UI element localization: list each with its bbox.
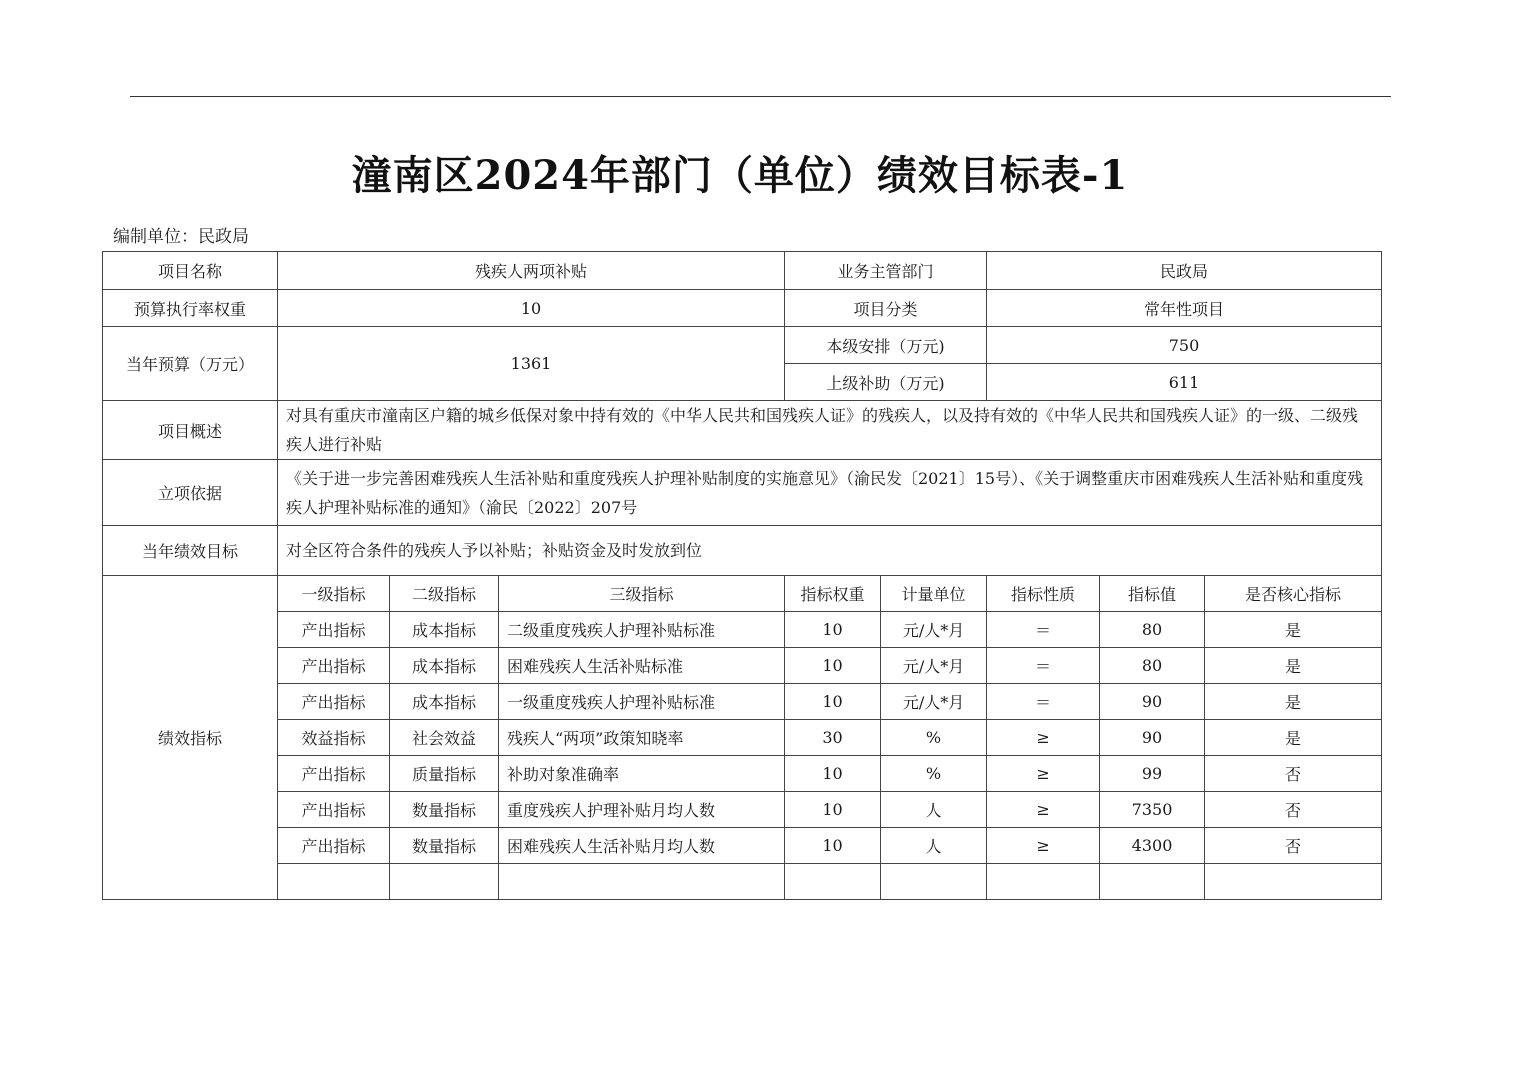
empty-cell [390,864,499,900]
indicator-unit: 元/人*月 [881,648,987,684]
indicator-row [103,720,1382,756]
dept-value: 民政局 [987,252,1382,290]
basis-label: 立项依据 [103,460,278,526]
indicator-core: 是 [1205,684,1382,720]
indicator-value: 7350 [1100,792,1205,828]
indicator-nature: ＝ [987,648,1100,684]
indicator-nature: ≥ [987,828,1100,864]
header-level3: 三级指标 [499,576,785,612]
indicator-level3: 二级重度残疾人护理补贴标准 [499,612,785,648]
indicator-level3: 补助对象准确率 [499,756,785,792]
indicator-level3: 重度残疾人护理补贴月均人数 [499,792,785,828]
goal-label: 当年绩效目标 [103,526,278,576]
header-level2: 二级指标 [390,576,499,612]
indicator-level1: 产出指标 [278,684,390,720]
row-budget-local [103,327,1382,364]
indicator-level3: 残疾人“两项”政策知晓率 [499,720,785,756]
row-goal [103,526,1382,576]
indicator-level2: 成本指标 [390,648,499,684]
dept-label: 业务主管部门 [785,252,987,290]
indicator-nature: ＝ [987,612,1100,648]
indicator-weight: 10 [785,648,881,684]
local-funding-value: 750 [987,327,1382,364]
row-overview [103,401,1382,460]
indicator-core: 否 [1205,756,1382,792]
header-core: 是否核心指标 [1205,576,1382,612]
category-value: 常年性项目 [987,290,1382,327]
indicator-level2: 数量指标 [390,828,499,864]
indicator-value: 90 [1100,684,1205,720]
empty-cell [785,864,881,900]
indicator-value: 4300 [1100,828,1205,864]
indicator-nature: ＝ [987,684,1100,720]
overview-text: 对具有重庆市潼南区户籍的城乡低保对象中持有效的《中华人民共和国残疾人证》的残疾人，以及持有效的《中华人民共和国残疾人证》的一级、二级残疾人进行补贴 [278,401,1382,460]
indicator-empty-row [103,864,1382,900]
header-rule [130,96,1391,97]
indicator-core: 否 [1205,792,1382,828]
indicator-unit: % [881,720,987,756]
row-project-name [103,252,1382,290]
category-label: 项目分类 [785,290,987,327]
indicator-value: 90 [1100,720,1205,756]
indicator-nature: ≥ [987,792,1100,828]
empty-cell [1100,864,1205,900]
indicator-level3: 一级重度残疾人护理补贴标准 [499,684,785,720]
exec-weight-label: 预算执行率权重 [103,290,278,327]
indicator-value: 80 [1100,612,1205,648]
row-basis [103,460,1382,526]
row-exec-weight [103,290,1382,327]
project-name-label: 项目名称 [103,252,278,290]
indicator-level2: 质量指标 [390,756,499,792]
indicator-row [103,756,1382,792]
indicator-unit: 人 [881,828,987,864]
indicator-level3: 困难残疾人生活补贴标准 [499,648,785,684]
indicator-level2: 数量指标 [390,792,499,828]
indicator-level1: 产出指标 [278,648,390,684]
exec-weight-value: 10 [278,290,785,327]
empty-cell [278,864,390,900]
indicator-core: 否 [1205,828,1382,864]
indicator-level3: 困难残疾人生活补贴月均人数 [499,828,785,864]
indicator-row [103,684,1382,720]
indicator-core: 是 [1205,720,1382,756]
empty-cell [987,864,1100,900]
compiling-unit: 编制单位：民政局 [113,227,249,247]
indicator-weight: 10 [785,612,881,648]
indicator-nature: ≥ [987,756,1100,792]
header-level1: 一级指标 [278,576,390,612]
indicator-value: 99 [1100,756,1205,792]
empty-cell [1205,864,1382,900]
indicator-value: 80 [1100,648,1205,684]
basis-text: 《关于进一步完善困难残疾人生活补贴和重度残疾人护理补贴制度的实施意见》（渝民发〔2021〕15号）、《关于调整重庆市困难残疾人生活补贴和重度残疾人护理补贴标准的通知》（渝民〔2022〕207号 [278,460,1382,526]
indicator-core: 是 [1205,612,1382,648]
performance-target-table [102,251,1382,900]
project-name-value: 残疾人两项补贴 [278,252,785,290]
indicator-level2: 成本指标 [390,684,499,720]
budget-label: 当年预算（万元） [103,327,278,401]
indicator-row [103,648,1382,684]
upper-funding-value: 611 [987,364,1382,401]
indicator-level1: 产出指标 [278,792,390,828]
indicator-nature: ≥ [987,720,1100,756]
indicator-unit: 元/人*月 [881,612,987,648]
document-title: 潼南区2024年部门（单位）绩效目标表-1 [351,152,1129,199]
indicator-row [103,612,1382,648]
indicators-section-label: 绩效指标 [103,576,278,900]
indicator-level1: 效益指标 [278,720,390,756]
indicator-unit: % [881,756,987,792]
indicator-unit: 元/人*月 [881,684,987,720]
local-funding-label: 本级安排（万元) [785,327,987,364]
indicator-row [103,828,1382,864]
indicator-level1: 产出指标 [278,828,390,864]
indicator-weight: 30 [785,720,881,756]
indicator-weight: 10 [785,828,881,864]
indicator-level1: 产出指标 [278,756,390,792]
header-nature: 指标性质 [987,576,1100,612]
empty-cell [499,864,785,900]
upper-funding-label: 上级补助（万元) [785,364,987,401]
empty-cell [881,864,987,900]
indicator-weight: 10 [785,756,881,792]
budget-value: 1361 [278,327,785,401]
header-unit: 计量单位 [881,576,987,612]
indicator-level2: 社会效益 [390,720,499,756]
indicator-level1: 产出指标 [278,612,390,648]
indicator-weight: 10 [785,792,881,828]
overview-label: 项目概述 [103,401,278,460]
indicator-core: 是 [1205,648,1382,684]
indicator-header-row [103,576,1382,612]
goal-text: 对全区符合条件的残疾人予以补贴；补贴资金及时发放到位 [278,526,1382,576]
indicator-row [103,792,1382,828]
indicator-unit: 人 [881,792,987,828]
indicator-weight: 10 [785,684,881,720]
header-value: 指标值 [1100,576,1205,612]
indicator-level2: 成本指标 [390,612,499,648]
header-weight: 指标权重 [785,576,881,612]
